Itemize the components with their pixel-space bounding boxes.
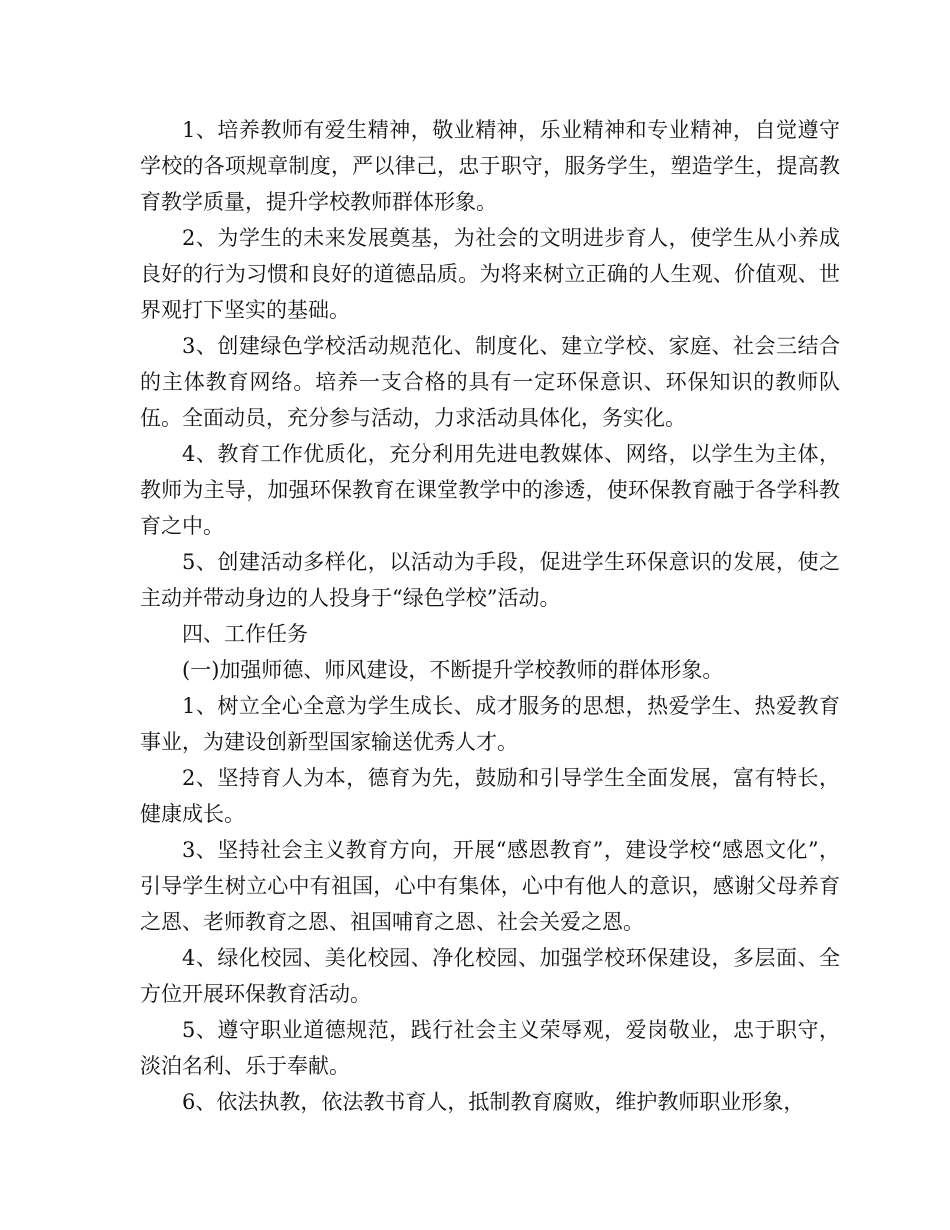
paragraph-task-4: 4、绿化校园、美化校园、净化校园、加强学校环保建设，多层面、全方位开展环保教育活动。 (140, 946, 840, 1006)
paragraph-goal-5: 5、创建活动多样化，以活动为手段，促进学生环保意识的发展，使之主动并带动身边的人投身于“绿色学校”活动。 (140, 550, 840, 610)
paragraph-task-5: 5、遵守职业道德规范，践行社会主义荣辱观，爱岗敬业，忠于职守，淡泊名利、乐于奉献。 (140, 1018, 840, 1078)
document-body (140, 112, 840, 1120)
paragraph-goal-4: 4、教育工作优质化，充分利用先进电教媒体、网络，以学生为主体，教师为主导，加强环保教育在课堂教学中的渗透，使环保教育融于各学科教育之中。 (140, 442, 840, 538)
paragraph-task-6: 6、依法执教，依法教书育人，抵制教育腐败，维护教师职业形象， (182, 1090, 805, 1114)
paragraph-goal-1: 1、培养教师有爱生精神，敬业精神，乐业精神和专业精神，自觉遵守学校的各项规章制度，严以律己，忠于职守，服务学生，塑造学生，提高教育教学质量，提升学校教师群体形象。 (140, 118, 840, 214)
paragraph-goal-3: 3、创建绿色学校活动规范化、制度化、建立学校、家庭、社会三结合的主体教育网络。培养一支合格的具有一定环保意识、环保知识的教师队伍。全面动员，充分参与活动，力求活动具体化，务实化。 (140, 334, 840, 430)
subsection-heading-ethics: (一)加强师德、师风建设，不断提升学校教师的群体形象。 (182, 658, 724, 682)
paragraph-task-1: 1、树立全心全意为学生成长、成才服务的思想，热爱学生、热爱教育事业，为建设创新型国家输送优秀人才。 (140, 694, 840, 754)
paragraph-task-3: 3、坚持社会主义教育方向，开展“感恩教育”，建设学校“感恩文化”，引导学生树立心中有祖国，心中有集体，心中有他人的意识，感谢父母养育之恩、老师教育之恩、祖国哺育之恩、社会关爱之恩。 (140, 838, 840, 934)
paragraph-goal-2: 2、为学生的未来发展奠基，为社会的文明进步育人，使学生从小养成良好的行为习惯和良好的道德品质。为将来树立正确的人生观、价值观、世界观打下坚实的基础。 (140, 226, 840, 322)
paragraph-task-2: 2、坚持育人为本，德育为先，鼓励和引导学生全面发展，富有特长，健康成长。 (140, 766, 840, 826)
section-heading-tasks: 四、工作任务 (182, 622, 308, 646)
